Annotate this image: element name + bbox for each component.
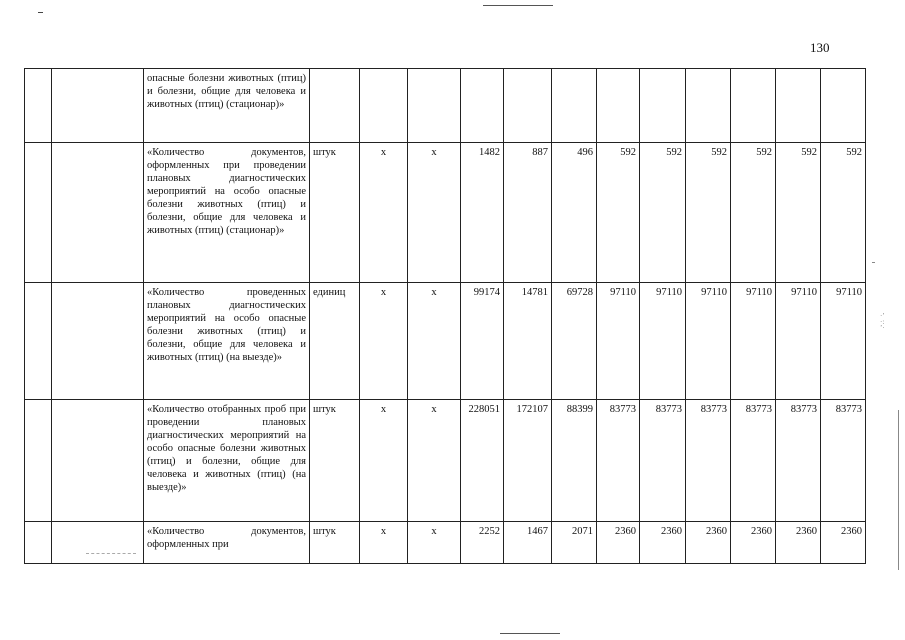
index-cell: [25, 143, 52, 283]
value-cell: [597, 69, 640, 143]
value-cell: 97110: [640, 283, 686, 400]
value-cell: 97110: [686, 283, 731, 400]
indicator-description: опасные болезни животных (птиц) и болезни, общие для человека и животных (птиц) (стационар)»: [144, 69, 310, 143]
indicator-description: «Количество документов, оформленных при проведении плановых диагностических мероприятий на особо опасные болезни животных (птиц) и болезни, общие для человека и животных (птиц) (стационар)»: [144, 143, 310, 283]
value-cell: 228051: [461, 400, 504, 522]
scan-artifact: [86, 553, 136, 555]
value-cell: 97110: [731, 283, 776, 400]
value-cell: 592: [776, 143, 821, 283]
scan-edge: [898, 410, 899, 570]
value-cell: 83773: [640, 400, 686, 522]
table-row: [25, 400, 866, 522]
value-cell: 99174: [461, 283, 504, 400]
value-cell-b: х: [408, 400, 461, 522]
scan-line-top: [483, 5, 553, 6]
value-cell: [731, 69, 776, 143]
value-cell: 83773: [731, 400, 776, 522]
value-cell-a: х: [360, 522, 408, 564]
value-cell-a: [360, 69, 408, 143]
value-cell: 97110: [776, 283, 821, 400]
value-cell: 592: [821, 143, 866, 283]
value-cell: 1467: [504, 522, 552, 564]
value-cell: 496: [552, 143, 597, 283]
value-cell-b: х: [408, 522, 461, 564]
value-cell: 97110: [597, 283, 640, 400]
value-cell: 1482: [461, 143, 504, 283]
value-cell: 2360: [597, 522, 640, 564]
value-cell: 83773: [821, 400, 866, 522]
section-cell: [52, 283, 144, 400]
unit-cell: единиц: [310, 283, 360, 400]
section-cell: [52, 522, 144, 564]
value-cell: 2360: [686, 522, 731, 564]
value-cell: 97110: [821, 283, 866, 400]
value-cell: 592: [640, 143, 686, 283]
indicator-table: [24, 68, 866, 564]
unit-cell: штук: [310, 143, 360, 283]
value-cell-b: [408, 69, 461, 143]
value-cell-a: х: [360, 400, 408, 522]
value-cell: 69728: [552, 283, 597, 400]
scan-line-bottom: [500, 633, 560, 634]
unit-cell: штук: [310, 400, 360, 522]
value-cell: 592: [731, 143, 776, 283]
scan-artifact: [38, 12, 43, 13]
scan-artifact: [872, 262, 875, 263]
value-cell-a: х: [360, 283, 408, 400]
scan-artifact: ·ʼ ·: ʼ·: [880, 312, 885, 332]
value-cell: [640, 69, 686, 143]
value-cell: 2360: [776, 522, 821, 564]
value-cell: 887: [504, 143, 552, 283]
unit-cell: [310, 69, 360, 143]
value-cell-b: х: [408, 143, 461, 283]
table-row: [25, 69, 866, 143]
indicator-description: «Количество документов, оформленных при: [144, 522, 310, 564]
value-cell: [686, 69, 731, 143]
value-cell: 592: [686, 143, 731, 283]
table-row: [25, 143, 866, 283]
value-cell: 2360: [731, 522, 776, 564]
value-cell-b: х: [408, 283, 461, 400]
index-cell: [25, 69, 52, 143]
indicator-description: «Количество проведенных плановых диагностических мероприятий на особо опасные болезни животных (птиц) и болезни, общие для человека и животных (птиц) (на выезде)»: [144, 283, 310, 400]
value-cell: 14781: [504, 283, 552, 400]
index-cell: [25, 522, 52, 564]
page-number: 130: [810, 40, 830, 55]
value-cell: [461, 69, 504, 143]
table-row: [25, 522, 866, 564]
value-cell: 172107: [504, 400, 552, 522]
value-cell: 2252: [461, 522, 504, 564]
section-cell: [52, 400, 144, 522]
value-cell: 2071: [552, 522, 597, 564]
index-cell: [25, 283, 52, 400]
unit-cell: штук: [310, 522, 360, 564]
value-cell: 83773: [686, 400, 731, 522]
value-cell: 88399: [552, 400, 597, 522]
value-cell: 2360: [821, 522, 866, 564]
value-cell: [821, 69, 866, 143]
value-cell: [776, 69, 821, 143]
section-cell: [52, 143, 144, 283]
value-cell: 83773: [776, 400, 821, 522]
table-row: [25, 283, 866, 400]
value-cell: 592: [597, 143, 640, 283]
section-cell: [52, 69, 144, 143]
value-cell: [504, 69, 552, 143]
indicator-description: «Количество отобранных проб при проведении плановых диагностических мероприятий на особо опасные болезни животных (птиц) и болезни, общие для человека и животных (птиц) (на выезде)»: [144, 400, 310, 522]
value-cell: [552, 69, 597, 143]
value-cell: 83773: [597, 400, 640, 522]
index-cell: [25, 400, 52, 522]
value-cell-a: х: [360, 143, 408, 283]
value-cell: 2360: [640, 522, 686, 564]
